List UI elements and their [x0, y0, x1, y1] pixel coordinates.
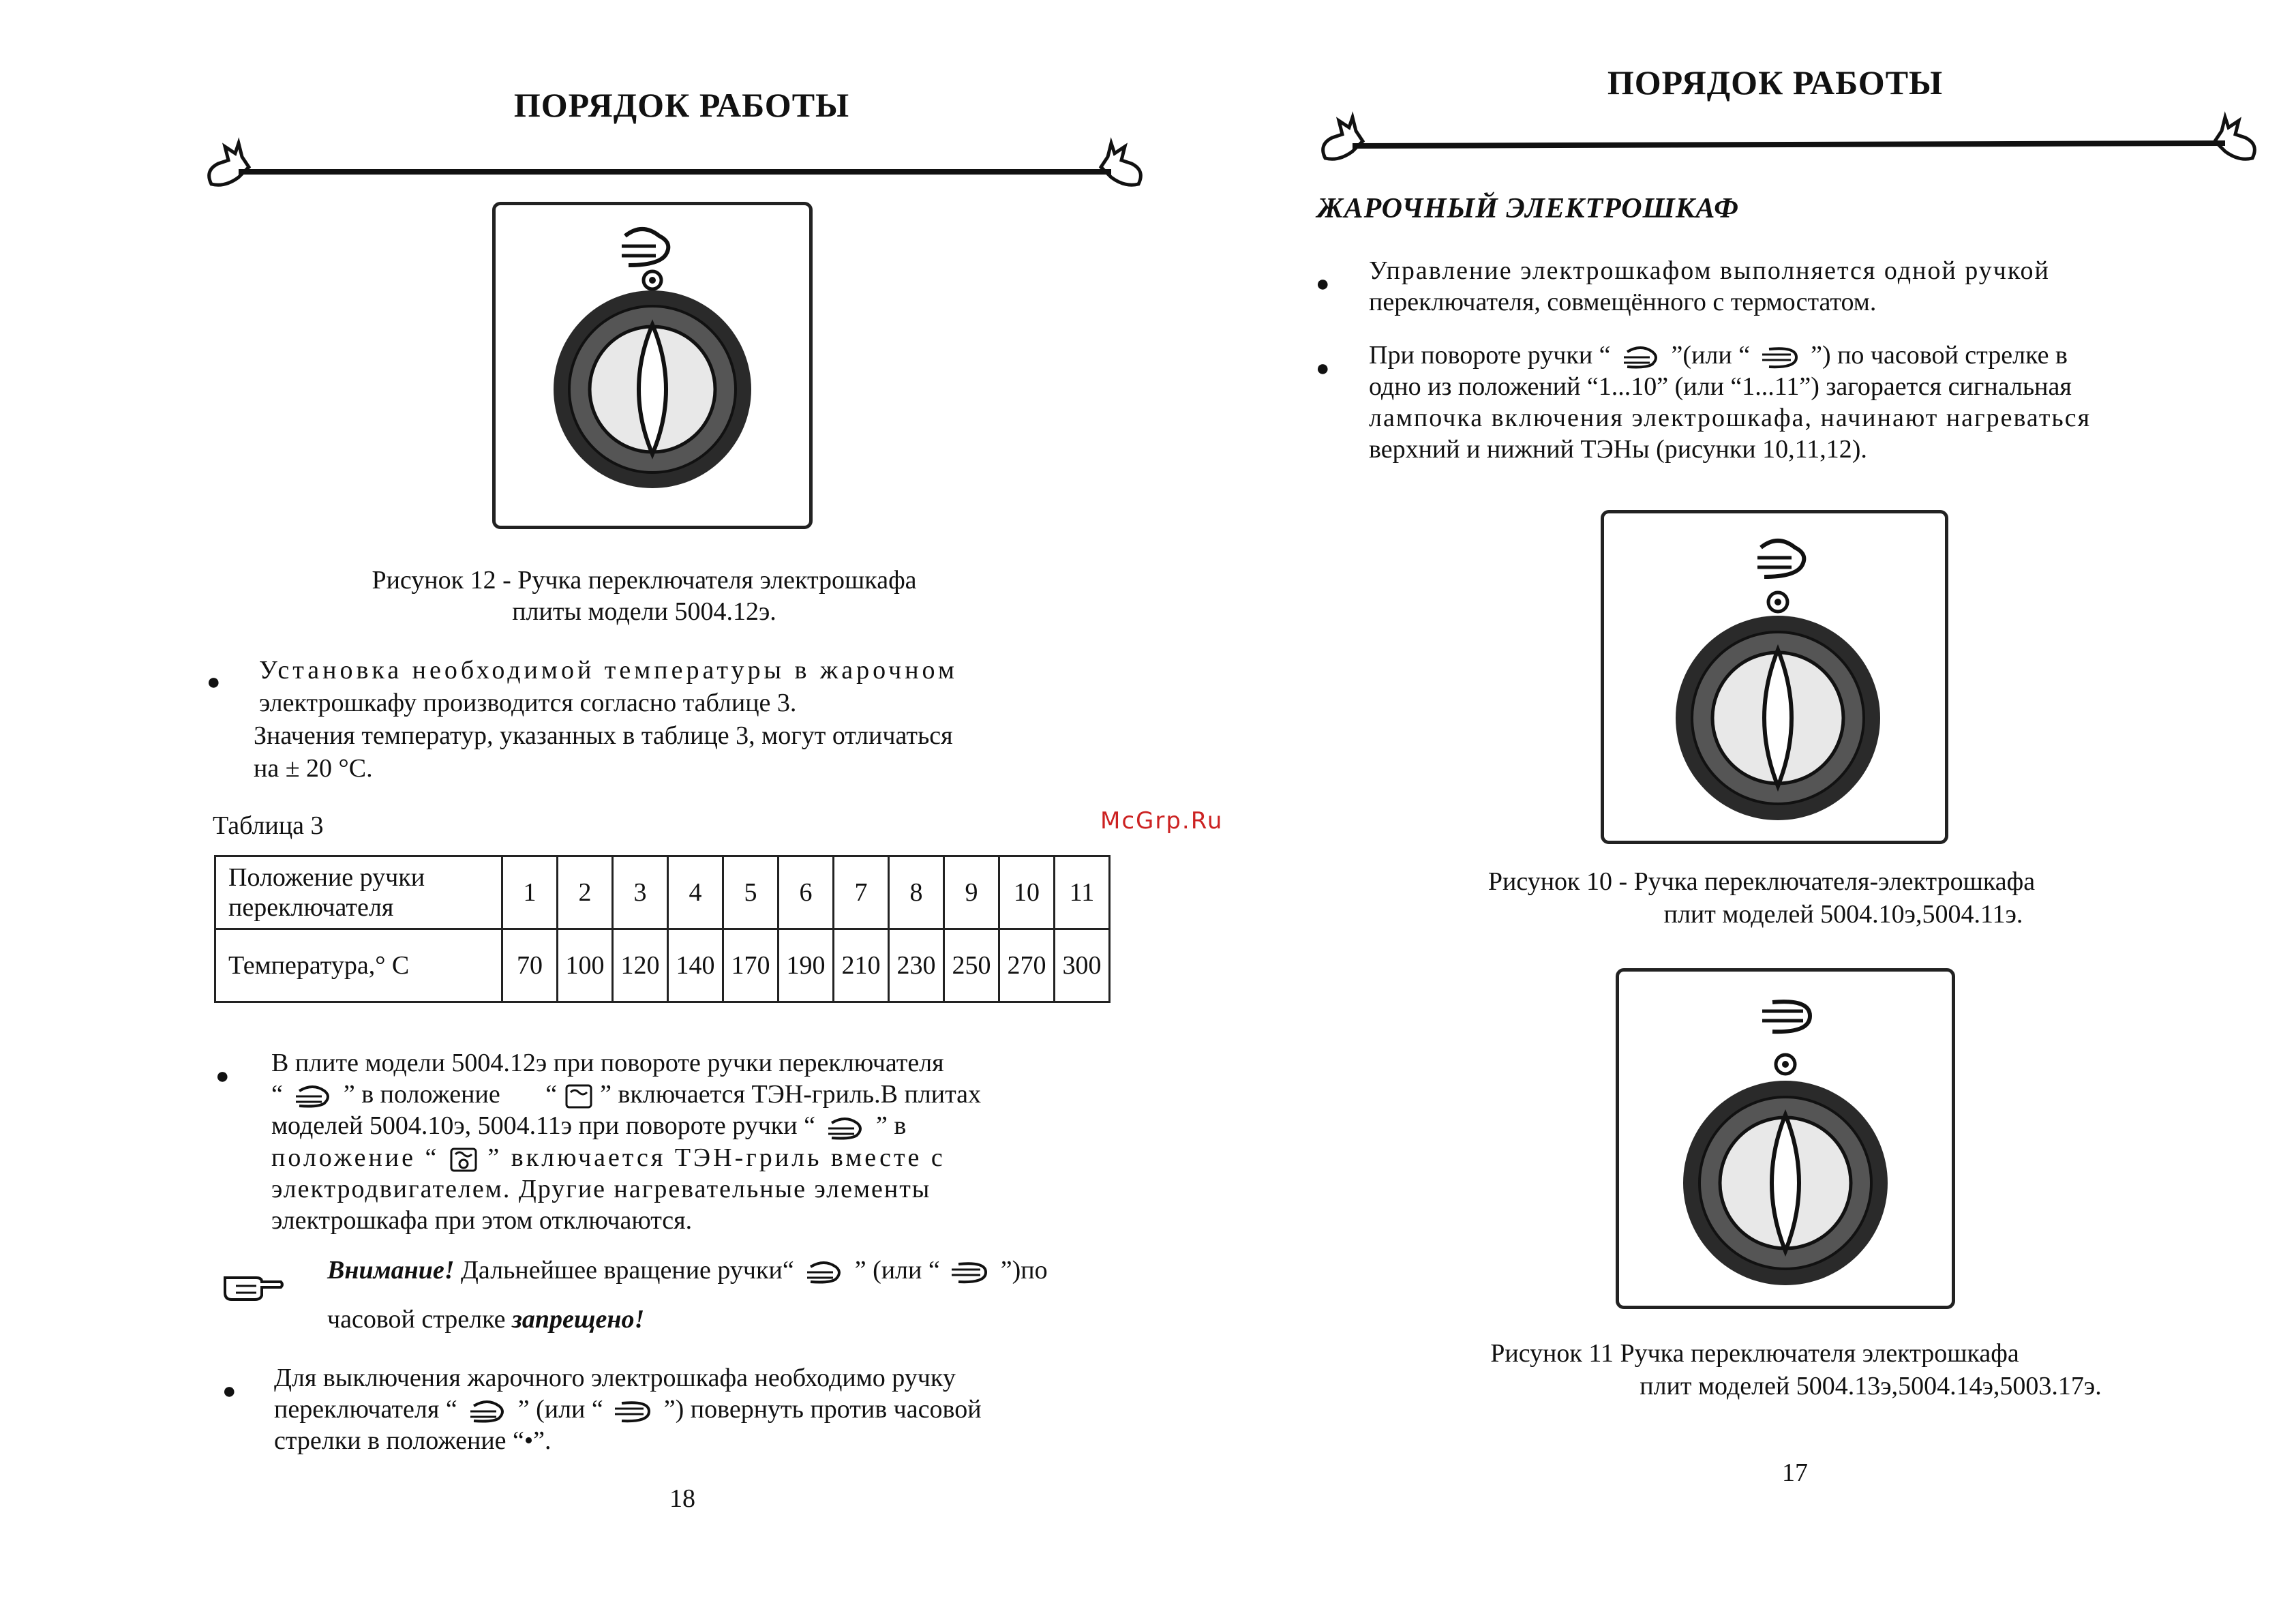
switch-knob-icon	[1676, 616, 1880, 820]
warning-label: Внимание!	[327, 1256, 455, 1285]
left-bullet2-line5: электродвигателем. Другие нагревательные элементы	[271, 1174, 931, 1203]
oven-heat-symbol-icon	[1757, 541, 1804, 577]
figure-12-knob-panel	[492, 202, 813, 529]
left-bullet1-line2: электрошкафу производится согласно таблице 3.	[259, 689, 797, 717]
switch-knob-icon	[1683, 1081, 1888, 1285]
table-cell: 230	[889, 929, 944, 1002]
indicator-lamp-icon	[1776, 1055, 1795, 1074]
table-cell: 210	[834, 929, 889, 1002]
left-bullet2-line3: моделей 5004.10э, 5004.11э при повороте ручки “ ” в	[271, 1110, 1137, 1141]
bullet-marker: ●	[1316, 356, 1330, 381]
left-bullet2-line4: положение “ ” включается ТЭН-гриль вместе с	[271, 1142, 1137, 1173]
figure-10-caption-line2: плит моделей 5004.10э,5004.11э.	[1663, 900, 2023, 929]
left-page-number: 18	[669, 1484, 695, 1513]
right-page-heading: ПОРЯДОК РАБОТЫ	[1607, 63, 1944, 102]
oven-heat-lines-symbol-icon	[1762, 1002, 1810, 1032]
indicator-lamp-icon	[1768, 592, 1787, 612]
oven-heat-symbol-icon	[464, 1398, 511, 1425]
right-bullet1-line1: Управление электрошкафом выполняется одной ручкой	[1369, 256, 2050, 285]
fan-grill-mode-icon	[449, 1146, 479, 1173]
figure-10-knob-panel	[1601, 510, 1948, 844]
deer-ornament-icon	[1323, 117, 1363, 159]
oven-heat-symbol-icon	[821, 1115, 869, 1142]
right-bullet2	[1369, 340, 2269, 465]
left-bullet1-line4: на ± 20 °С.	[254, 754, 373, 783]
grill-mode-icon	[564, 1083, 594, 1110]
indicator-lamp-icon	[644, 271, 661, 289]
left-bullet3-line3: стрелки в положение “•”.	[274, 1426, 552, 1456]
table-cell: 8	[889, 856, 944, 929]
table-cell: 6	[779, 856, 834, 929]
right-page	[1148, 0, 2296, 1620]
left-bullet3-line1: Для выключения жарочного электрошкафа необходимо ручку	[274, 1364, 956, 1392]
table-row-header-temperature: Температура,° С	[215, 929, 502, 1002]
table-cell: 250	[944, 929, 999, 1002]
table-cell: 11	[1055, 856, 1110, 929]
warning-line2: часовой стрелке запрещено!	[327, 1305, 645, 1334]
table-cell: 270	[999, 929, 1055, 1002]
oven-heat-symbol-icon	[289, 1083, 337, 1110]
left-heading-rule	[198, 130, 1152, 211]
right-bullet1-line2: переключателя, совмещённого с термостатом.	[1369, 288, 1877, 316]
switch-knob-icon	[554, 290, 751, 488]
warning-line1: Внимание! Дальнейшее вращение ручки“ ” (или “ ”)по	[327, 1255, 1048, 1286]
table-cell: 140	[668, 929, 723, 1002]
oven-heat-symbol-icon	[800, 1259, 848, 1286]
table-title: Таблица 3	[213, 811, 324, 840]
figure-11-caption-line2: плит моделей 5004.13э,5004.14э,5003.17э.	[1640, 1372, 2102, 1400]
oven-heat-lines-symbol-icon	[946, 1259, 994, 1286]
figure-12-caption-line2: плиты модели 5004.12э.	[512, 597, 776, 626]
table-cell: 9	[944, 856, 999, 929]
left-bullet2-line6: электрошкафа при этом отключаются.	[271, 1205, 693, 1235]
right-bullet2-line1: При повороте ручки “ ”(или “ ”) по часовой стрелке в	[1369, 340, 2269, 371]
table-cell: 190	[779, 929, 834, 1002]
figure-10-caption-line1: Рисунок 10 - Ручка переключателя-электрошкафа	[1487, 867, 2036, 896]
oven-heat-lines-symbol-icon	[609, 1398, 657, 1425]
left-bullet3-line2: переключателя “ ” (или “ ”) повернуть против часовой	[274, 1394, 1133, 1425]
right-bullet2-line3: лампочка включения электрошкафа, начинают нагреваться	[1369, 404, 2091, 433]
table-row	[215, 856, 1110, 929]
deer-ornament-icon	[1101, 143, 1141, 185]
section-title: ЖАРОЧНЫЙ ЭЛЕКТРОШКАФ	[1317, 193, 1739, 224]
right-bullet2-line2: одно из положений “1...10” (или “1...11”) загорается сигнальная	[1369, 372, 2072, 402]
left-bullet2-line1: В плите модели 5004.12э при повороте ручки переключателя	[271, 1049, 944, 1077]
table-cell: 170	[723, 929, 779, 1002]
table-cell: 2	[558, 856, 613, 929]
left-bullet2	[271, 1047, 1137, 1236]
table-cell: 3	[613, 856, 668, 929]
table-cell: 120	[613, 929, 668, 1002]
table-cell: 1	[502, 856, 558, 929]
figure-11-caption-line1: Рисунок 11 Ручка переключателя электрошкафа	[1490, 1339, 2019, 1368]
pointing-hand-icon	[222, 1265, 284, 1304]
table-cell: 4	[668, 856, 723, 929]
right-heading-rule	[1312, 104, 2266, 185]
oven-heat-symbol-icon	[622, 229, 668, 265]
left-bullet3	[274, 1362, 1133, 1456]
left-bullet2-line2: “ ” в положение “ ” включается ТЭН-гриль.В плитах	[271, 1079, 1137, 1110]
table-row	[215, 929, 1110, 1002]
table-cell: 300	[1055, 929, 1110, 1002]
bullet-marker: ●	[1316, 271, 1330, 297]
figure-11-knob-panel	[1616, 968, 1955, 1309]
table-cell: 10	[999, 856, 1055, 929]
figure-12-caption-line1: Рисунок 12 - Ручка переключателя электрошкафа	[372, 566, 917, 595]
bullet-marker: ●	[207, 670, 221, 695]
left-bullet1-line3: Значения температур, указанных в таблице 3, могут отличаться	[254, 721, 953, 750]
right-bullet2-line4: верхний и нижний ТЭНы (рисунки 10,11,12).	[1369, 435, 1867, 464]
oven-heat-symbol-icon	[1617, 344, 1665, 371]
temperature-table	[214, 855, 1111, 1003]
oven-heat-lines-symbol-icon	[1757, 344, 1804, 371]
right-page-number: 17	[1782, 1458, 1808, 1487]
bullet-marker: ●	[222, 1379, 237, 1404]
deer-ornament-icon	[209, 143, 249, 185]
table-cell: 5	[723, 856, 779, 929]
table-row-header-position: Положение ручки переключателя	[215, 856, 502, 929]
left-bullet1-line1: Установка необходимой температуры в жарочном	[259, 656, 958, 685]
table-cell: 100	[558, 929, 613, 1002]
watermark: McGrp.Ru	[1100, 807, 1224, 835]
table-cell: 70	[502, 929, 558, 1002]
table-cell: 7	[834, 856, 889, 929]
left-page-heading: ПОРЯДОК РАБОТЫ	[513, 86, 850, 124]
bullet-marker: ●	[215, 1064, 230, 1089]
deer-ornament-icon	[2215, 117, 2254, 159]
